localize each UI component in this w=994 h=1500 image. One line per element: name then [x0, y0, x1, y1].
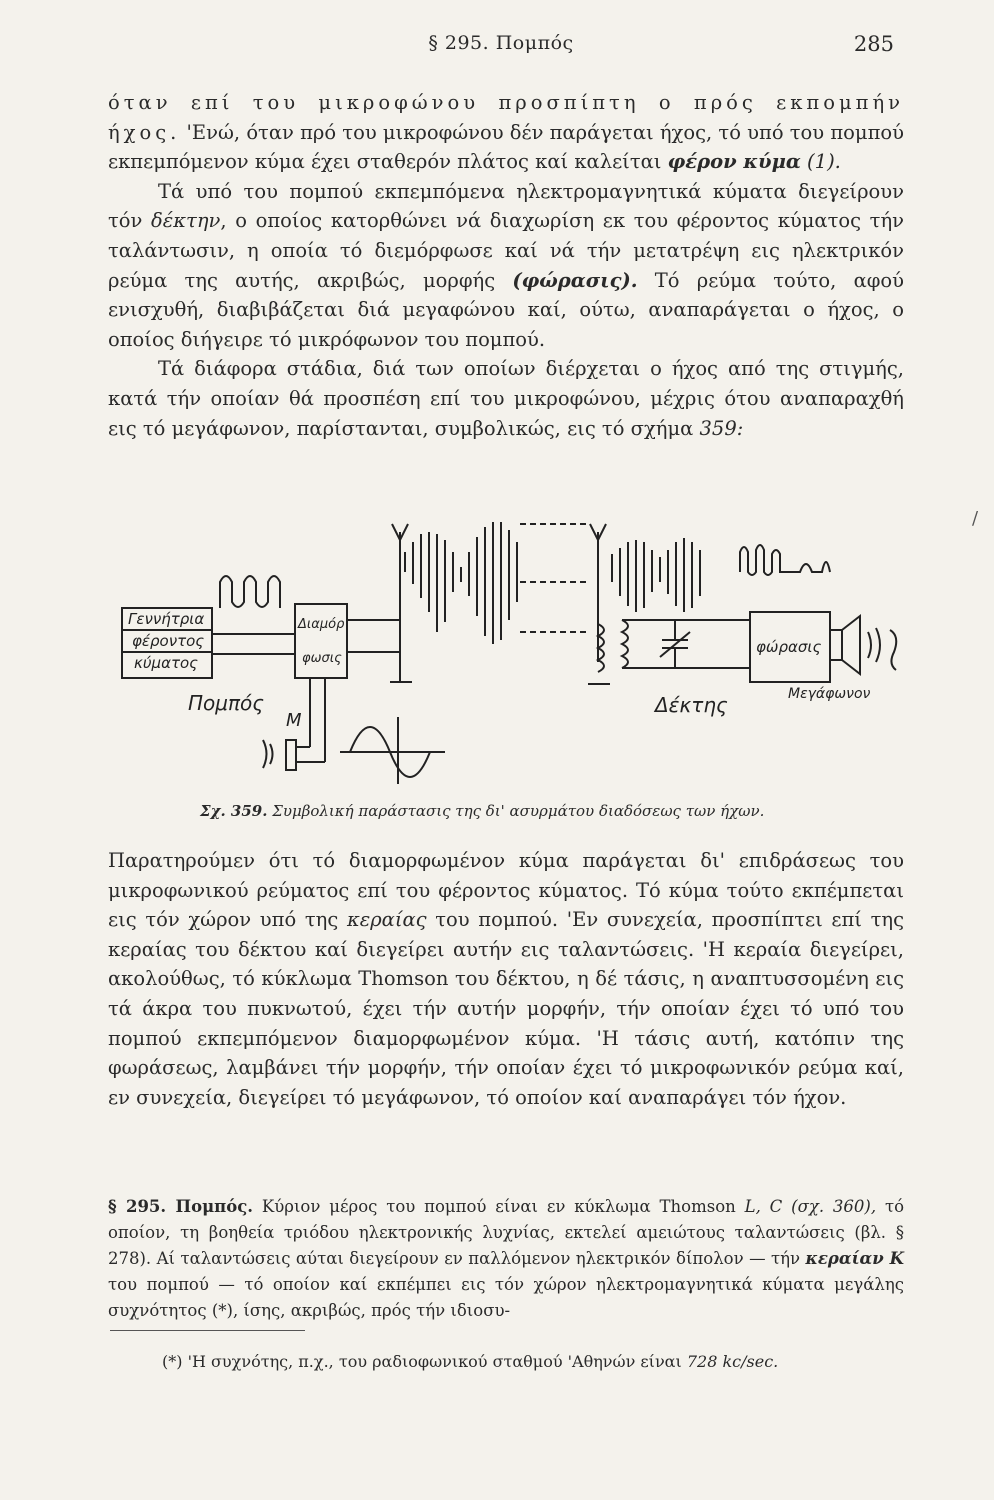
sound-waves: [868, 628, 880, 662]
term-antenna: κεραίας: [346, 908, 427, 932]
detection-label: φώρασις: [756, 638, 822, 656]
paragraph-4: Παρατηρούμεν ότι τό διαμορφωμένον κύμα παράγεται δι' επιδράσεως του μικροφωνικού ρεύματος επί του φέροντος κύματος. Τό κύμα τούτο εκπέμπεται εις τόν χώρον υπό της κεραίας του πομπού. 'Εν συνεχεία, προσπίπτει επί της κεραίας του δέκτου καί διεγείρει αυτήν εις ταλαντώσεις. 'Η κεραία διεγείρει, ακολούθως, τό κύκλωμα Thomson του δέκτου, η δέ τάσις, η αναπτυσσομένη εις τά άκρα του πυκνωτού, έχει τήν αυτήν μορφήν, τήν οποίαν έχει τό υπό του πομπού εκπεμπόμενον διαμορφωμένον κύμα. 'Η τάσις αυτή, κατόπιν της φωράσεως, λαμβάνει τήν μορφήν, τήν οποίαν έχει τό μικροφωνικόν ρεύμα καί, εν συνεχεία, διεγείρει τό μεγάφωνον, τό οποίον καί αναπαράγει τόν ήχον.: [108, 849, 905, 1109]
term-carrier-wave: φέρον κύμα: [667, 150, 801, 174]
radio-diagram: [100, 512, 900, 802]
term-antenna-k: κεραίαν K: [805, 1249, 904, 1268]
modulation-box: [295, 604, 347, 678]
section-paragraph: § 295. Πομπός. Κύριον μέρος του πομπού είναι εν κύκλωμα Thomson L, C (σχ. 360), τό οποίον, τη βοηθεία τριόδου ηλεκτρονικής λυχνίας, εκτελεί αμειώτους ταλαντώσεις (βλ. § 278). Αί ταλαντώσεις αύται διεγείρουν εν παλλόμενον ηλεκτρικόν δίπολον — τήν κεραίαν K του πομπού — τό οποίον καί εκπέμπει εις τόν χώρον ηλεκτρομαγνητικά κύματα μεγάλης συχνότητος (*), ίσης, ακριβώς, πρός τήν ιδιοσυ-: [108, 1197, 905, 1320]
section-heading: § 295. Πομπός.: [108, 1197, 254, 1216]
footnote: (*) 'Η συχνότης, π.χ., του ραδιοφωνικού σταθμού 'Αθηνών είναι 728 kc/sec.: [162, 1352, 779, 1371]
received-wave: [612, 538, 700, 612]
modulation-label-1: Διαμόρ: [298, 617, 345, 632]
microphone: [286, 740, 296, 770]
figure-caption: [200, 802, 900, 820]
ear-symbol: [890, 630, 896, 670]
modulated-wave: [405, 522, 517, 644]
generator-label-3: κύματος: [134, 654, 198, 672]
speaker-label: Μεγάφωνον: [788, 686, 871, 702]
footnote-rule: [110, 1330, 305, 1331]
modulation-label-2: φωσις: [302, 651, 342, 666]
term-receiver: δέκτην: [151, 209, 221, 233]
paragraph-3: Τά διάφορα στάδια, διά των οποίων διέρχεται ο ήχος από της στιγμής, κατά τήν οποίαν θά προσπέση επί του μικροφώνου, μέχρις ότου αναπαραχθή εις τό μεγάφωνον, παρίστανται, συμβολικώς, εις τό σχήμα 359:: [108, 357, 904, 440]
running-header: [108, 32, 894, 62]
microphone-label: Μ: [286, 710, 302, 731]
paragraph-1: όταν επί του μικροφώνου προσπίπτη ο πρός εκπομπήν ήχος. 'Ενώ, όταν πρό του μικροφώνου δέν παράγεται ήχος, τό υπό του πομπού εκπεμπόμενον κύμα έχει σταθερόν πλάτος καί καλείται φέρον κύμα (1).: [108, 91, 904, 174]
receiver-label: Δέκτης: [655, 693, 728, 717]
caption-number: Σχ. 359.: [200, 802, 268, 820]
page-number: 285: [853, 32, 894, 56]
figure-reference: 359:: [699, 416, 744, 440]
frequency-value: 728 kc/sec.: [686, 1352, 779, 1371]
detected-signal: [740, 545, 830, 575]
generator-label-2: φέροντος: [132, 632, 205, 650]
figure-359: [100, 512, 900, 802]
term-detection: (φώρασις).: [512, 268, 638, 292]
carrier-wave-symbol: [220, 576, 280, 608]
margin-mark: /: [972, 508, 979, 529]
transmitter-label: Πομπός: [188, 691, 265, 715]
caption-text: Συμβολική παράστασις της δι' ασυρμάτου διαδόσεως των ήχων.: [272, 802, 765, 820]
section-title: § 295. Πομπός: [428, 32, 574, 54]
generator-label-1: Γεννήτρια: [128, 610, 205, 628]
upper-text-block: [108, 88, 904, 443]
section-295: [108, 1194, 904, 1324]
paragraph-2: Τά υπό του πομπού εκπεμπόμενα ηλεκτρομαγνητικά κύματα διεγείρουν τόν δέκτην, ο οποίος κατορθώνει νά διαχωρίση εκ του φέροντος κύματος τήν ταλάντωσιν, η οποία τό διεμόρφωσε καί νά τήν μετατρέψη εις ηλεκτρικόν ρεύμα της αυτής, ακριβώς, μορφής (φώρασις). Τό ρεύμα τούτο, αφού ενισχυθή, διαβιβάζεται διά μεγαφώνου καί, ούτω, αναπαράγεται ο ήχος, ο οποίος διήγειρε τό μικρόφωνον του πομπού.: [108, 179, 905, 351]
lower-text-block: [108, 846, 904, 1112]
